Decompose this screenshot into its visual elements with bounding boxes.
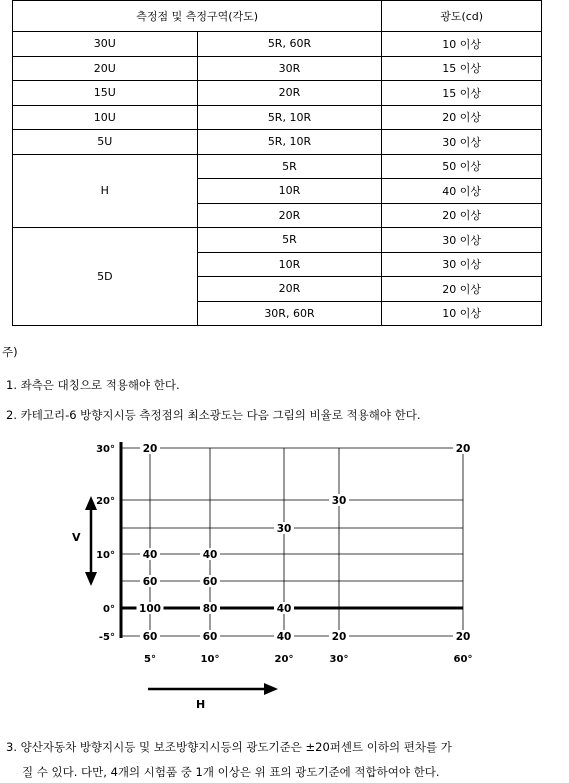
intensity-table — [12, 0, 542, 326]
x-tick-label: 60° — [453, 654, 473, 665]
y-tick-label: 30° — [96, 444, 115, 455]
cell-cd: 30 이상 — [382, 252, 542, 277]
value-label: 20 — [455, 443, 471, 455]
cell-point: 15U — [13, 81, 198, 106]
cell-cd: 30 이상 — [382, 130, 542, 155]
cell-zone: 20R — [197, 277, 382, 302]
cell-zone: 10R — [197, 252, 382, 277]
cell-cd: 30 이상 — [382, 228, 542, 253]
x-tick-label: 10° — [200, 654, 220, 665]
value-label: 40 — [276, 603, 292, 615]
value-label: 60 — [202, 576, 218, 588]
value-label: 20 — [142, 443, 158, 455]
table-row — [13, 130, 542, 155]
v-arrow-head-down — [85, 572, 97, 586]
value-labels — [137, 442, 474, 643]
cell-zone: 5R — [197, 228, 382, 253]
cell-cd: 10 이상 — [382, 301, 542, 326]
y-tick-label: 10° — [96, 550, 115, 561]
y-tick-label: 20° — [96, 496, 115, 507]
value-label: 60 — [142, 631, 158, 643]
note-2: 2. 카테고리-6 방향지시등 측정점의 최소광도는 다음 그림의 비율로 적용해야 한다. — [6, 408, 421, 422]
cell-zone: 5R — [197, 154, 382, 179]
axes — [72, 442, 472, 711]
value-label: 20 — [455, 631, 471, 643]
note-3-line1: 3. 양산자동차 방향지시등 및 보조방향지시등의 광도기준은 ±20퍼센트 이하의 편차를 가 — [6, 740, 452, 754]
cell-cd: 40 이상 — [382, 179, 542, 204]
value-label: 40 — [202, 549, 218, 561]
value-label: 60 — [142, 576, 158, 588]
cell-point: 10U — [13, 105, 198, 130]
cell-point: 5D — [13, 228, 198, 326]
value-label: 40 — [276, 631, 292, 643]
table-row — [13, 105, 542, 130]
note-1: 1. 좌측은 대칭으로 적용해야 한다. — [6, 378, 180, 392]
v-axis-label: V — [72, 531, 81, 544]
cell-cd: 10 이상 — [382, 32, 542, 57]
cell-zone: 20R — [197, 81, 382, 106]
value-label: 40 — [142, 549, 158, 561]
cell-cd: 20 이상 — [382, 105, 542, 130]
value-label: 30 — [331, 495, 347, 507]
cell-cd: 20 이상 — [382, 203, 542, 228]
cell-cd: 50 이상 — [382, 154, 542, 179]
cell-zone: 10R — [197, 179, 382, 204]
x-tick-label: 20° — [274, 654, 294, 665]
intensity-ratio-diagram — [0, 430, 569, 720]
cell-cd: 20 이상 — [382, 277, 542, 302]
h-arrow-head — [264, 683, 278, 695]
y-tick-label: 0° — [103, 604, 115, 615]
table-row — [13, 154, 542, 179]
value-label: 20 — [331, 631, 347, 643]
note-3-line2: 질 수 있다. 다만, 4개의 시험품 중 1개 이상은 위 표의 광도기준에 적합하여야 한다. — [22, 765, 440, 779]
cell-zone: 30R, 60R — [197, 301, 382, 326]
value-label: 60 — [202, 631, 218, 643]
header-zone: 측정점 및 측정구역(각도) — [13, 1, 382, 32]
value-label: 80 — [202, 603, 218, 615]
cell-point: 30U — [13, 32, 198, 57]
table-row — [13, 56, 542, 81]
table-row — [13, 32, 542, 57]
cell-point: 20U — [13, 56, 198, 81]
notes-heading: 주) — [2, 345, 18, 359]
table-row — [13, 81, 542, 106]
cell-cd: 15 이상 — [382, 81, 542, 106]
y-tick-label: -5° — [98, 632, 115, 643]
header-cd: 광도(cd) — [382, 1, 542, 32]
cell-zone: 30R — [197, 56, 382, 81]
cell-zone: 5R, 10R — [197, 105, 382, 130]
cell-cd: 15 이상 — [382, 56, 542, 81]
h-axis-label: H — [196, 698, 206, 711]
cell-zone: 5R, 10R — [197, 130, 382, 155]
cell-point: 5U — [13, 130, 198, 155]
value-label: 30 — [276, 523, 292, 535]
cell-point: H — [13, 154, 198, 228]
cell-zone: 5R, 60R — [197, 32, 382, 57]
x-tick-label: 5° — [144, 654, 156, 665]
value-label: 100 — [139, 603, 161, 615]
x-tick-label: 30° — [329, 654, 349, 665]
table-row — [13, 228, 542, 253]
cell-zone: 20R — [197, 203, 382, 228]
